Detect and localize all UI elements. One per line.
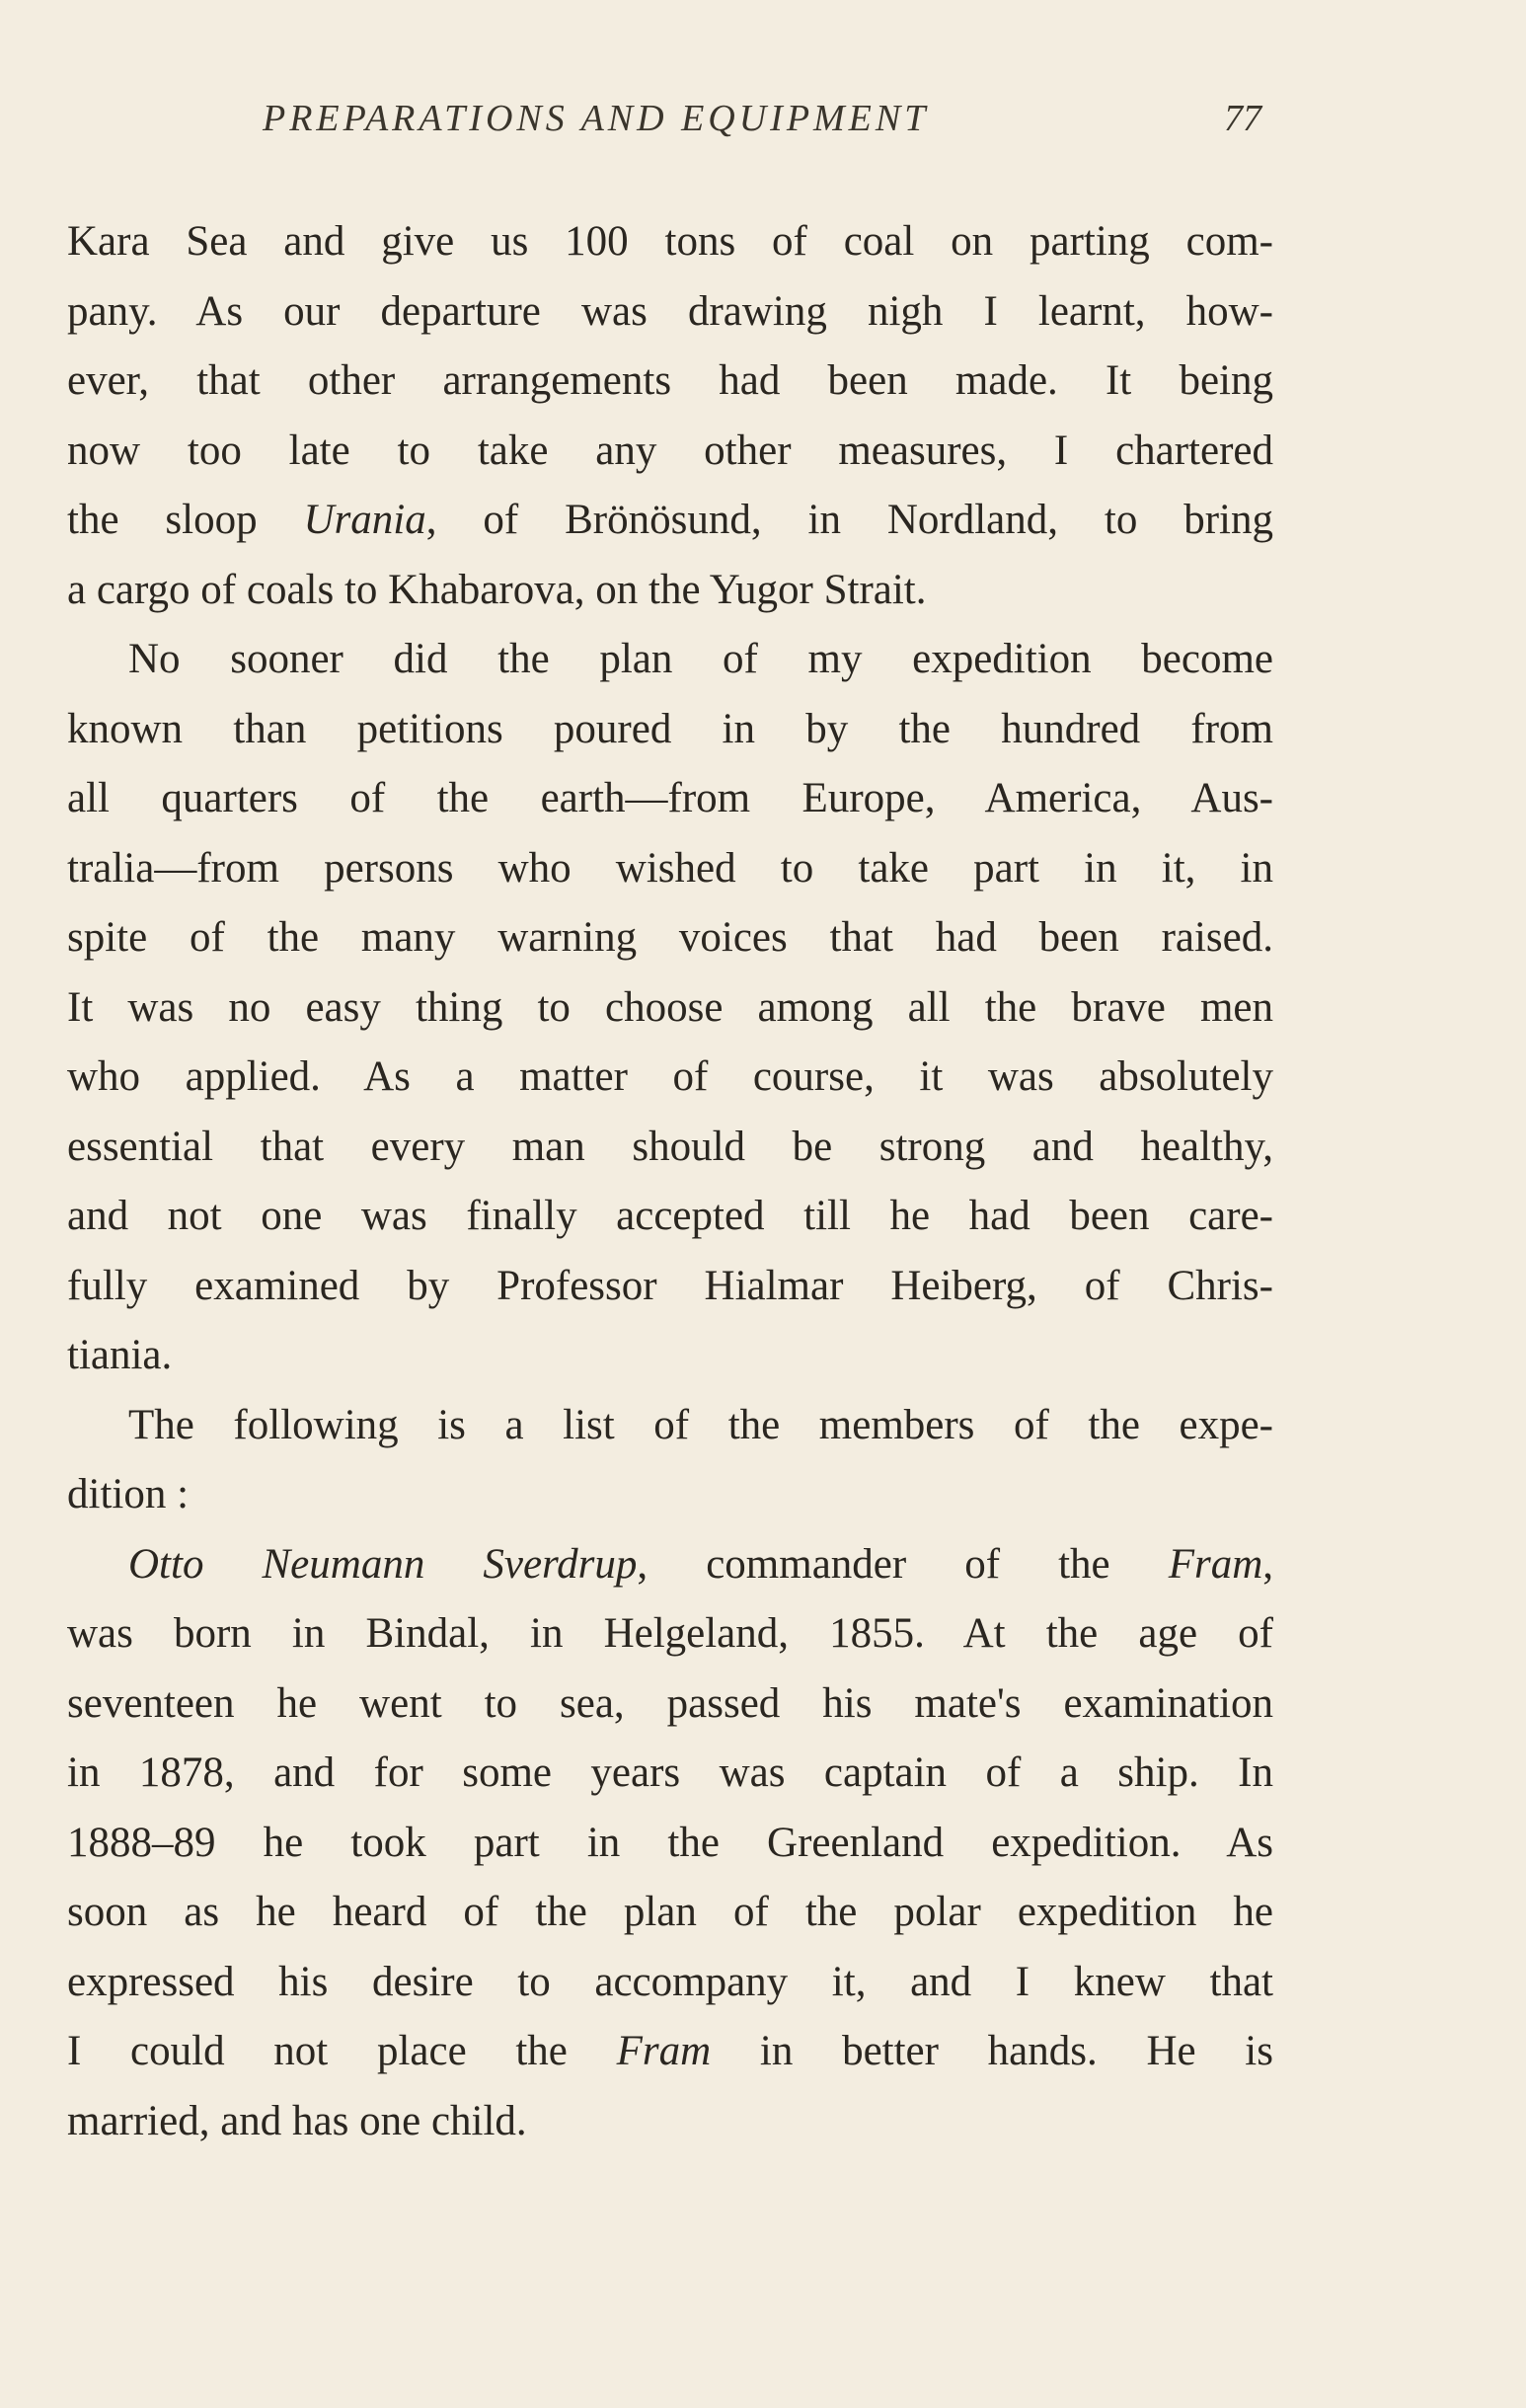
- running-head: [247, 97, 1273, 146]
- text-line: [67, 486, 1273, 556]
- text-run: the sloop: [67, 497, 304, 543]
- text-line: 1888–89 he took part in the Greenland expedition. As: [67, 1819, 1273, 1866]
- text-line: essential that every man should be strong and healthy,: [67, 1123, 1273, 1170]
- text-line: now too late to take any other measures, I chartered: [67, 427, 1273, 474]
- text-line: tralia—from persons who wished to take part in it, in: [67, 844, 1273, 892]
- text-line: [67, 1530, 1273, 1600]
- text-line: who applied. As a matter of course, it was absolutely: [67, 1053, 1273, 1100]
- text-line: pany. As our departure was drawing nigh I learnt, how-: [67, 287, 1273, 335]
- paragraph-member-list-intro: [67, 1391, 1273, 1530]
- body-text: [67, 207, 1273, 2156]
- text-line: ever, that other arrangements had been made. It being: [67, 357, 1273, 404]
- text-line: dition :: [67, 1471, 190, 1517]
- text-line: The following is a list of the members of the expe-: [128, 1401, 1273, 1448]
- paragraph-sverdrup: [67, 1530, 1273, 2157]
- running-title: PREPARATIONS AND EQUIPMENT: [263, 98, 930, 139]
- text-line: soon as he heard of the plan of the polar expedition he: [67, 1889, 1273, 1935]
- text-line: a cargo of coals to Khabarova, on the Yugor Strait.: [67, 566, 927, 613]
- text-line: expressed his desire to accompany it, and I knew that: [67, 1958, 1273, 2005]
- text-line: all quarters of the earth—from Europe, America, Aus-: [67, 775, 1273, 821]
- text-line: and not one was finally accepted till he had been care-: [67, 1193, 1273, 1239]
- text-run: , commander of the: [637, 1540, 1169, 1588]
- text-line: No sooner did the plan of my expedition become: [128, 636, 1273, 682]
- text-run: I could not place the: [67, 2028, 617, 2074]
- text-run: in better hands. He is: [711, 2028, 1273, 2074]
- text-run: , of Brönösund, in Nordland, to bring: [425, 497, 1273, 543]
- ship-name-fram: Fram: [616, 2028, 712, 2074]
- text-run: ,: [1262, 1540, 1274, 1588]
- text-line: fully examined by Professor Hialmar Heiberg, of Chris-: [67, 1262, 1273, 1309]
- ship-name-urania: Urania: [303, 497, 426, 543]
- text-line: It was no easy thing to choose among all the brave men: [67, 983, 1273, 1031]
- text-line: was born in Bindal, in Helgeland, 1855. At the age of: [67, 1610, 1273, 1657]
- ship-name-fram: Fram: [1168, 1540, 1263, 1588]
- text-line: spite of the many warning voices that had been raised.: [67, 914, 1273, 961]
- text-line: in 1878, and for some years was captain of a ship. In: [67, 1749, 1273, 1796]
- page-number: 77: [1224, 98, 1261, 139]
- text-line: [67, 2017, 1273, 2087]
- member-name-sverdrup: Otto Neumann Sverdrup: [128, 1540, 638, 1588]
- text-line: Kara Sea and give us 100 tons of coal on parting com-: [67, 218, 1273, 265]
- text-line: known than petitions poured in by the hundred from: [67, 705, 1273, 752]
- paragraph-petitions: [67, 625, 1273, 1391]
- text-line: married, and has one child.: [67, 2097, 527, 2144]
- text-line: seventeen he went to sea, passed his mate's examination: [67, 1679, 1273, 1727]
- text-line: tiania.: [67, 1332, 173, 1378]
- paragraph-coal-arrangements: [67, 207, 1273, 625]
